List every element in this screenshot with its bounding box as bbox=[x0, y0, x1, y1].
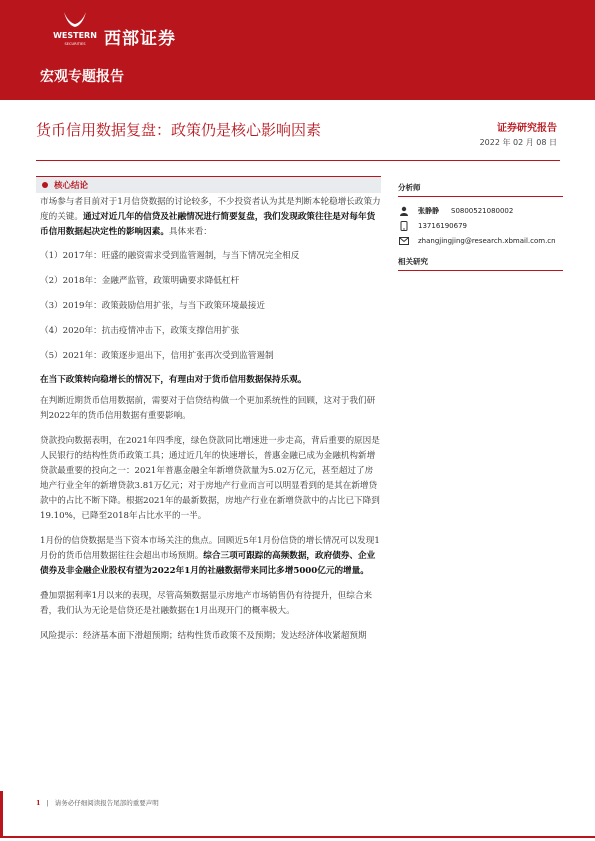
report-type: 宏观专题报告 bbox=[40, 69, 124, 85]
list-item: （2）2018年：金融严监管，政策明确要求降低杠杆 bbox=[40, 276, 240, 286]
person-icon bbox=[398, 206, 410, 216]
title-divider bbox=[36, 160, 560, 161]
list-item: （3）2019年：政策鼓励信用扩张，与当下政策环境最接近 bbox=[40, 301, 265, 311]
related-research-label: 相关研究 bbox=[398, 256, 563, 271]
brand-name: 西部证券 bbox=[104, 29, 176, 49]
section-header bbox=[36, 176, 381, 193]
january-bold-text: 综合三项可跟踪的高频数据，政府债券、企业债券及非金融企业股权有望为2022年1月的社融数据带来同比多增5000亿元的增量。 bbox=[40, 551, 376, 576]
report-tag: 证券研究报告 bbox=[497, 123, 557, 134]
paragraph-january bbox=[40, 534, 381, 579]
analyst-sidebar bbox=[398, 182, 563, 271]
footer-accent-bar bbox=[0, 791, 3, 837]
report-title: 货币信用数据复盘：政策仍是核心影响因素 bbox=[36, 121, 322, 139]
section-title: 核心结论 bbox=[54, 181, 89, 191]
header-banner bbox=[0, 0, 595, 100]
january-text: 1月份的信贷数据是当下资本市场关注的焦点。回顾近5年1月份信贷的增长情况可以发现1月份的货币信用数据往往会超出市场预期。 bbox=[40, 536, 380, 561]
analyst-email[interactable]: zhangjingjing@research.xbmail.com.cn bbox=[418, 236, 556, 245]
list-item: （1）2017年：旺盛的融资需求受到监管遏制，与当下情况完全相反 bbox=[40, 251, 300, 261]
paragraph-intro bbox=[40, 195, 381, 240]
footer: 1 | 请务必仔细阅读报告尾部的重要声明 bbox=[36, 799, 159, 807]
analyst-name: 张静静 bbox=[418, 206, 439, 215]
logo-subtext: SECURITIES bbox=[64, 42, 86, 46]
analyst-license: S0800521080002 bbox=[451, 206, 514, 215]
analyst-phone: 13716190679 bbox=[418, 221, 467, 230]
page-number: 1 bbox=[36, 799, 41, 807]
logo-text: WESTERN bbox=[53, 31, 97, 40]
intro-tail-text: 具体来看： bbox=[168, 227, 212, 237]
paragraph-risk: 风险提示：经济基本面下滑超预期；结构性货币政策不及预期；发达经济体收紧超预期 bbox=[40, 631, 367, 641]
email-row bbox=[398, 233, 563, 248]
phone-row bbox=[398, 218, 563, 233]
paragraph-conclusion: 叠加票据利率1月以来的表现，尽管高频数据显示房地产市场销售仍有待提升，但综合来看，我们认为无论是信贷还是社融数据在1月出现开门的概率极大。 bbox=[40, 591, 373, 616]
western-securities-logo-icon bbox=[44, 8, 106, 48]
phone-icon bbox=[398, 221, 410, 231]
report-date: 2022 年 02 月 08 日 bbox=[479, 138, 557, 147]
intro-bold-text: 通过对近几年的信贷及社融情况进行简要复盘，我们发现政策往往是对每年货币信用数据起决定性的影响因素。 bbox=[40, 212, 376, 237]
list-item: （5）2021年：政策逐步退出下，信用扩张再次受到监管遏制 bbox=[40, 351, 274, 361]
main-body bbox=[40, 195, 381, 644]
bullet-dot-icon bbox=[42, 182, 48, 188]
analyst-row bbox=[398, 203, 563, 218]
paragraph-outlook: 在当下政策转向稳增长的情况下，有理由对于货币信用数据保持乐观。 bbox=[40, 375, 307, 385]
analyst-label: 分析师 bbox=[398, 182, 563, 197]
intro-text: 市场参与者目前对于1月信贷数据的讨论较多，不少投资者认为其是判断本轮稳增长政策力度的关键。 bbox=[40, 197, 381, 222]
list-item: （4）2020年：抗击疫情冲击下，政策支撑信用扩张 bbox=[40, 326, 240, 336]
email-icon bbox=[398, 236, 410, 246]
paragraph-loans: 贷款投向数据表明，在2021年四季度，绿色贷款同比增速进一步走高，背后重要的原因是人民银行的结构性货币政策工具；通过近几年的快速增长，普惠金融已成为金融机构新增贷款最重要的投向之一：2021年普惠金融全年新增贷款量为5.02万亿元，甚至超过了房地产行业全年的新增贷款3.81万亿元；对于房地产行业而言可以明显看到的是其在新增贷款中的占比不断下降。根据2021年的最新数据，房地产行业在新增贷款中的占比已下降到19.10%，已降至2018年占比水平的一半。 bbox=[40, 436, 380, 521]
paragraph-review: 在判断近期货币信用数据前，需要对于信贷结构做一个更加系统性的回顾，这对于我们研判2022年的货币信用数据有重要影响。 bbox=[40, 396, 376, 421]
footer-divider bbox=[0, 836, 595, 838]
footer-disclaimer: 请务必仔细阅读报告尾部的重要声明 bbox=[54, 799, 159, 807]
